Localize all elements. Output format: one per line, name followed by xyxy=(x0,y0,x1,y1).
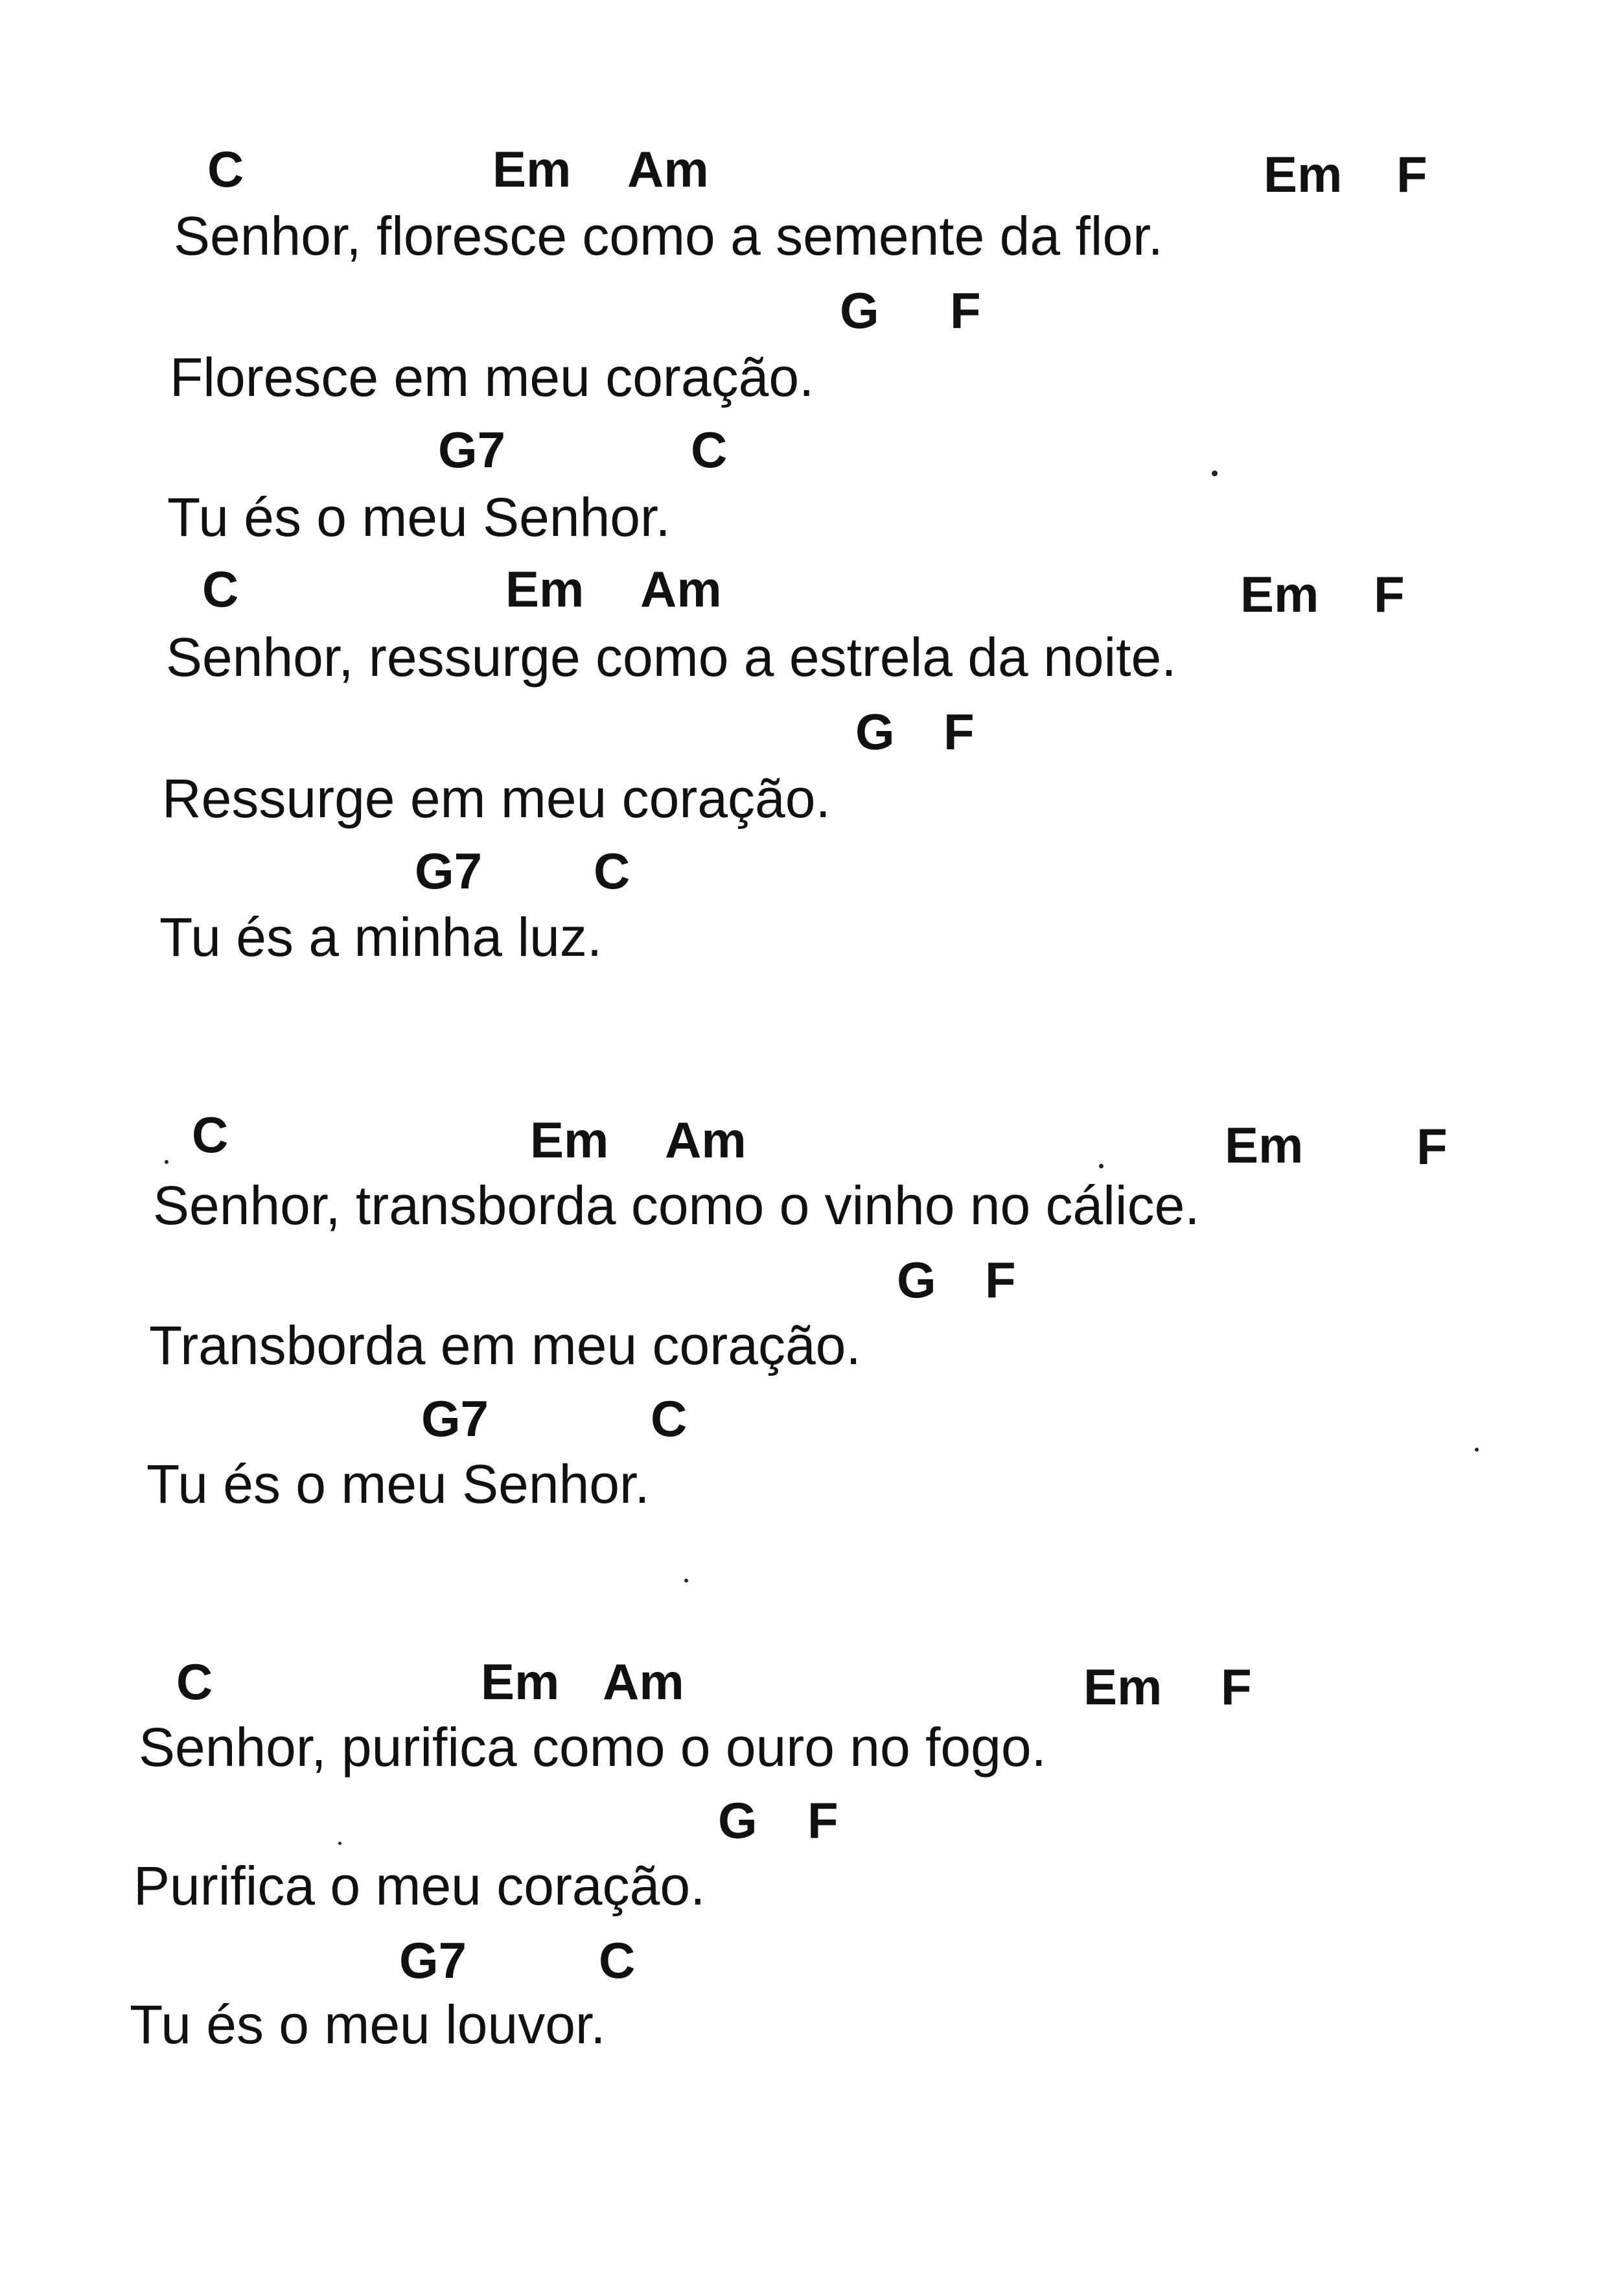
chord: Em xyxy=(481,1653,560,1710)
scan-speck xyxy=(1475,1448,1479,1452)
chord: G xyxy=(840,282,879,339)
chord: F xyxy=(807,1792,838,1849)
chord: Am xyxy=(640,561,722,618)
chord: Em xyxy=(1240,566,1319,623)
lyric-line: Senhor, ressurge como a estrela da noite. xyxy=(166,627,1177,688)
chord: Am xyxy=(627,141,709,198)
chord: Em xyxy=(1225,1117,1304,1174)
lyric-line: Ressurge em meu coração. xyxy=(162,768,831,829)
chord: Em xyxy=(1083,1658,1162,1715)
chord: C xyxy=(599,1932,636,1989)
chord: C xyxy=(192,1106,229,1163)
chord: F xyxy=(943,703,975,760)
chord: C xyxy=(202,561,239,618)
chord: F xyxy=(1374,566,1405,623)
lyric-line: Tu és o meu louvor. xyxy=(130,1994,606,2055)
scan-speck xyxy=(1212,470,1218,476)
chord: C xyxy=(176,1653,213,1710)
chord: G xyxy=(718,1792,757,1849)
chord: C xyxy=(691,421,728,478)
chord: Am xyxy=(603,1653,684,1710)
scan-speck xyxy=(338,1842,341,1845)
chord: Em xyxy=(505,561,584,618)
chord: F xyxy=(950,282,981,339)
scan-speck xyxy=(684,1579,688,1583)
scan-speck xyxy=(165,1160,168,1164)
scan-speck xyxy=(1099,1164,1104,1168)
chord: G7 xyxy=(438,421,506,478)
chord: C xyxy=(207,141,244,198)
chord: G7 xyxy=(399,1932,467,1989)
lyric-line: Transborda em meu coração. xyxy=(149,1315,861,1376)
chord: C xyxy=(651,1390,688,1447)
chord: F xyxy=(1221,1658,1252,1715)
lyric-line: Tu és o meu Senhor. xyxy=(167,487,671,548)
chord: F xyxy=(1396,146,1428,203)
lyric-line: Senhor, transborda como o vinho no cálice. xyxy=(153,1175,1200,1236)
chord: G7 xyxy=(415,842,483,899)
lyric-line: Tu és a minha luz. xyxy=(159,907,603,968)
lyric-line: Tu és o meu Senhor. xyxy=(146,1454,650,1514)
chord: Am xyxy=(665,1111,746,1168)
lyric-line: Senhor, purifica como o ouro no fogo. xyxy=(139,1717,1046,1778)
lyric-line: Floresce em meu coração. xyxy=(170,347,815,408)
lyric-line: Senhor, floresce como a semente da flor. xyxy=(174,205,1163,266)
chord: G xyxy=(855,703,895,760)
chord: F xyxy=(985,1251,1016,1308)
chord: F xyxy=(1416,1118,1448,1175)
chord: Em xyxy=(530,1111,609,1168)
chord: Em xyxy=(492,141,572,198)
chord: Em xyxy=(1264,146,1343,203)
chord: C xyxy=(594,842,630,899)
chord: G7 xyxy=(421,1390,489,1447)
lyric-line: Purifica o meu coração. xyxy=(133,1855,706,1916)
chord: G xyxy=(897,1251,936,1308)
